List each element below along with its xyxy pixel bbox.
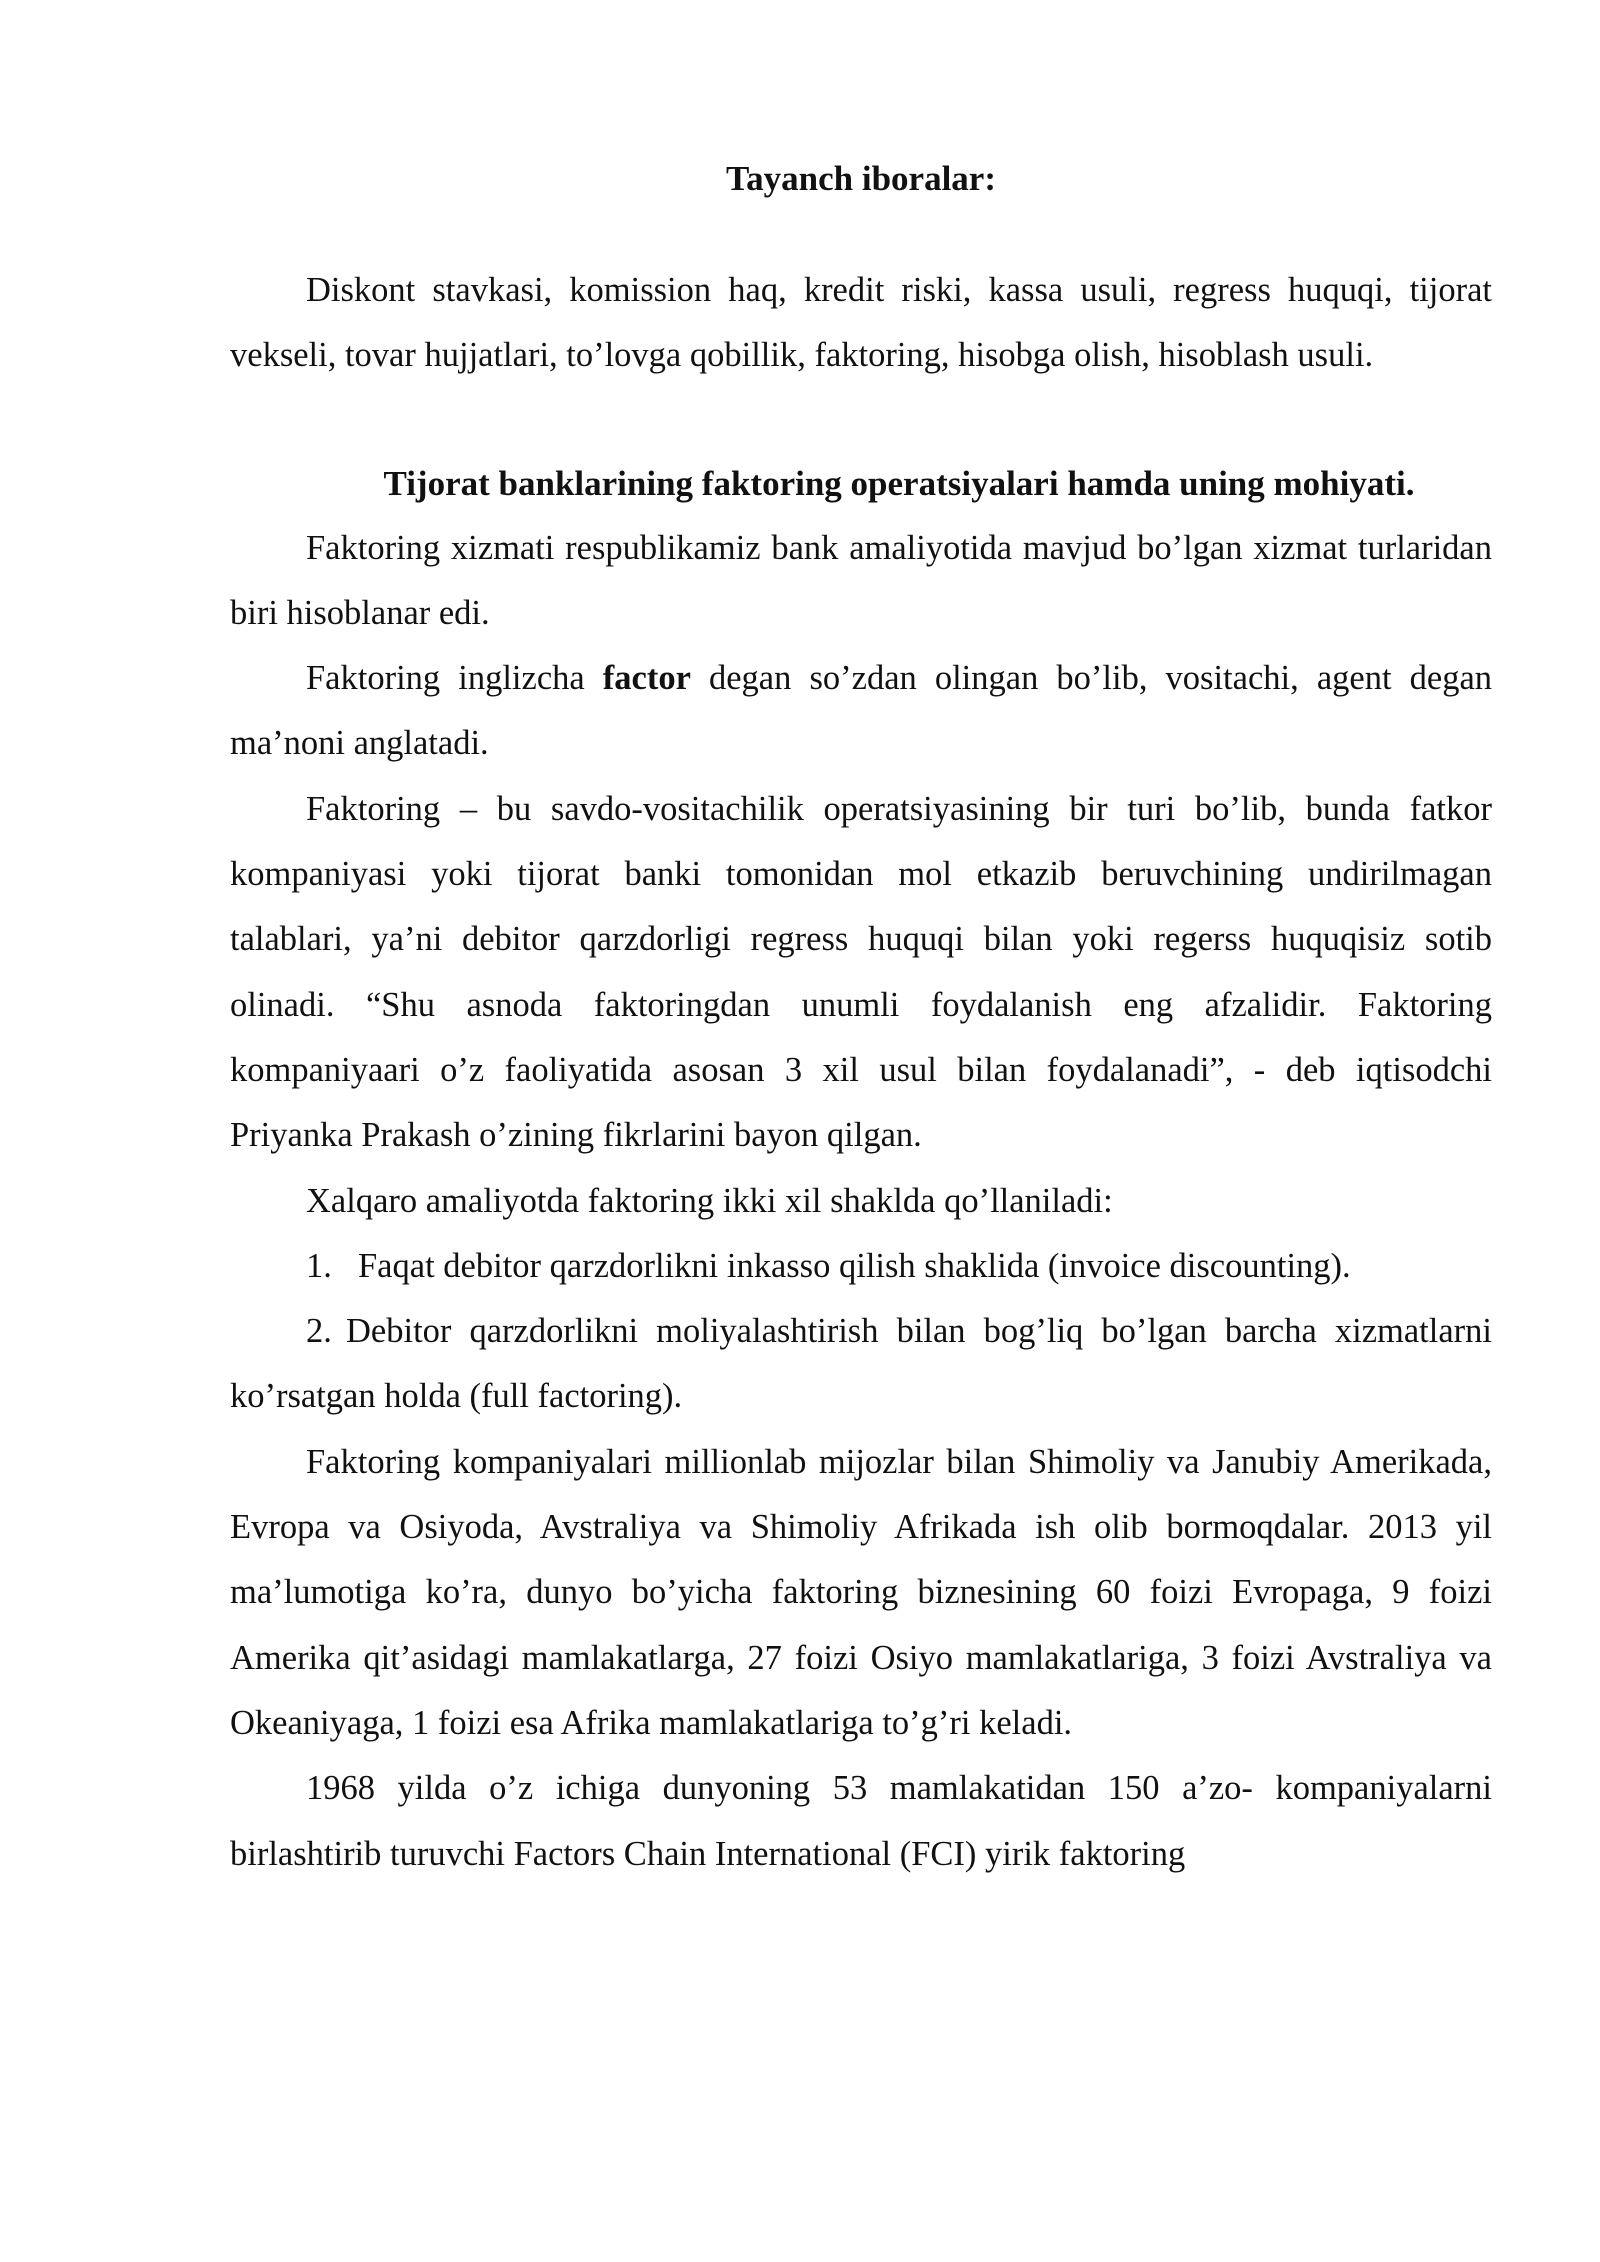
paragraph-3: Faktoring – bu savdo-vositachilik operatsiyasining bir turi bo’lib, bunda fatkor kompaniyasi yoki tijorat banki tomonidan mol etkazib beruvchining undirilmagan talablari, ya’ni debitor qarzdorligi regress huquqi bilan yoki regerss huquqisiz sotib olinadi. “Shu asnoda faktoringdan unumli foydalanish eng afzalidir. Faktoring kompaniyaari o’z faoliyatida asosan 3 xil usul bilan foydalanadi”, - deb iqtisodchi Priyanka Prakash o’zining fikrlarini bayon qilgan. bbox=[230, 789, 1492, 1155]
paragraph-1: Faktoring xizmati respublikamiz bank amaliyotida mavjud bo’lgan xizmat turlaridan biri hisoblanar edi. bbox=[230, 528, 1492, 632]
paragraph-2-text-before: Faktoring inglizcha bbox=[306, 659, 603, 698]
paragraph-4: Xalqaro amaliyotda faktoring ikki xil shaklda qo’llaniladi: bbox=[306, 1181, 1113, 1220]
list-item-1-number: 1. bbox=[306, 1246, 332, 1285]
list-item-1 bbox=[230, 1234, 1492, 1299]
document-page bbox=[230, 0, 1492, 1887]
list-item-2-text: Debitor qarzdorlikni moliyalashtirish bilan bog’liq bo’lgan barcha xizmatlarni ko’rsatgan holda (full factoring). bbox=[230, 1312, 1492, 1416]
list-item-2-number: 2. bbox=[306, 1312, 332, 1351]
paragraph-6: 1968 yilda o’z ichiga dunyoning 53 mamlakatidan 150 a’zo- kompaniyalarni birlashtirib turuvchi Factors Chain International (FCI) yirik faktoring bbox=[230, 1769, 1492, 1873]
list-item-2 bbox=[230, 1299, 1492, 1430]
paragraph-2-text-after: degan so’zdan olingan bo’lib, vositachi, agent degan ma’noni anglatadi. bbox=[230, 659, 1493, 763]
keywords-paragraph: Diskont stavkasi, komission haq, kredit riski, kassa usuli, regress huquqi, tijorat vekseli, tovar hujjatlari, to’lovga qobillik, faktoring, hisobga olish, hisoblash usuli. bbox=[230, 271, 1492, 375]
paragraph-2 bbox=[230, 646, 1492, 777]
section-title: Tijorat banklarining faktoring operatsiyalari hamda uning mohiyati. bbox=[383, 463, 1415, 503]
list-item-1-text: Faqat debitor qarzdorlikni inkasso qilish shaklida (invoice discounting). bbox=[358, 1246, 1351, 1285]
paragraph-2-bold-term: factor bbox=[602, 659, 691, 698]
paragraph-5: Faktoring kompaniyalari millionlab mijozlar bilan Shimoliy va Janubiy Amerikada, Evropa va Osiyoda, Avstraliya va Shimoliy Afrikada ish olib bormoqdalar. 2013 yil ma’lumotiga ko’ra, dunyo bo’yicha faktoring biznesining 60 foizi Evropaga, 9 foizi Amerika qit’asidagi mamlakatlarga, 27 foizi Osiyo mamlakatlariga, 3 foizi Avstraliya va Okeaniyaga, 1 foizi esa Afrika mamlakatlariga to’g’ri keladi. bbox=[230, 1442, 1492, 1742]
page-title: Tayanch iboralar: bbox=[726, 159, 996, 198]
